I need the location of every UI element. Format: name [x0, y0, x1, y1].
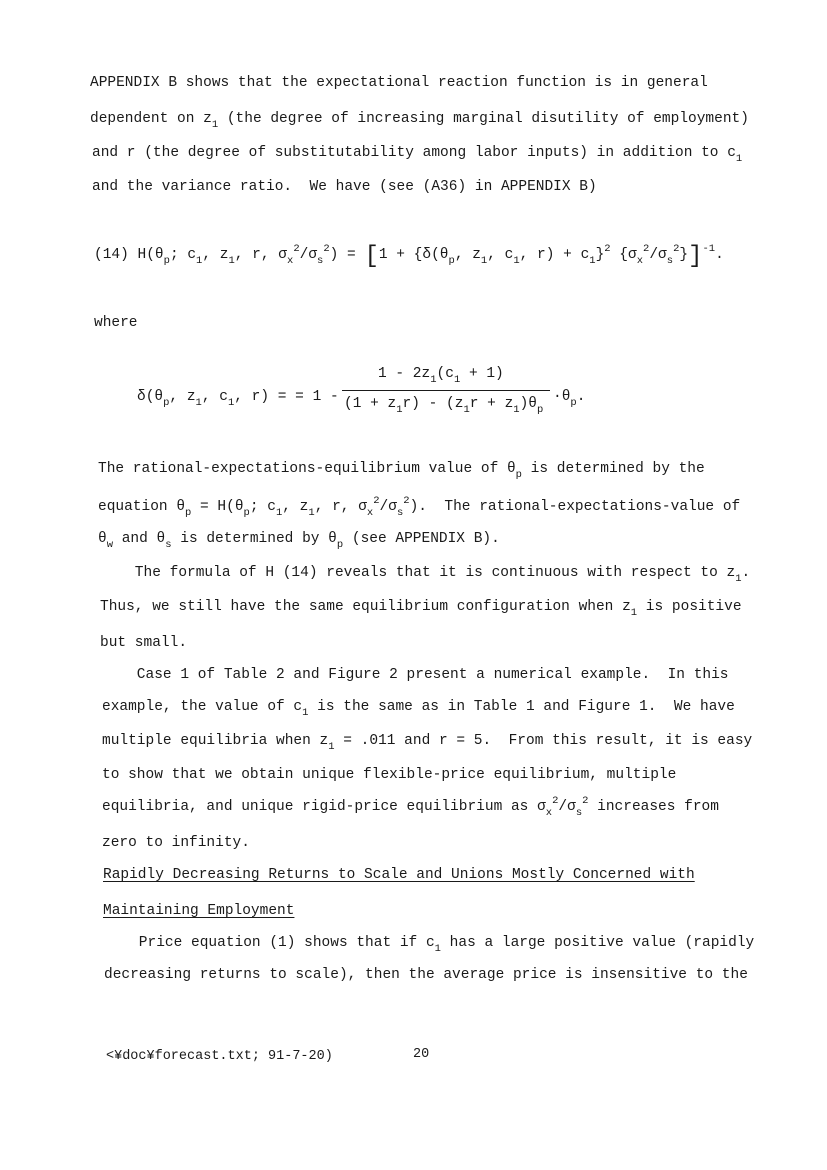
body-line: example, the value of $c_1$ is the same as in Table 1 and Figure 1. We have	[102, 699, 735, 719]
body-line: and the variance ratio. We have (see (A36) in APPENDIX B)	[92, 179, 597, 195]
body-line: Case 1 of Table 2 and Figure 2 present a numerical example. In this	[102, 667, 729, 683]
page-number: 20	[413, 1047, 430, 1062]
section-heading: Maintaining Employment	[103, 903, 295, 919]
body-line: and r (the degree of substitutability among labor inputs) in addition to $c_1$	[92, 145, 743, 165]
body-line: to show that we obtain unique flexible-price equilibrium, multiple	[102, 767, 677, 783]
delta-tail: $\cdot\theta_p$.	[553, 389, 586, 409]
body-line: The formula of H (14) reveals that it is continuous with respect to $z_1$.	[100, 565, 751, 585]
delta-lhs: $\delta(\theta_p$, $z_1$, $c_1$, r) = = 1 -	[137, 389, 339, 409]
body-line: but small.	[100, 635, 188, 651]
body-line: equilibria, and unique rigid-price equilibrium as $\sigma_x^2/\sigma_s^2$ increases from	[102, 795, 719, 819]
body-line: Price equation (1) shows that if $c_1$ has a large positive value (rapidly	[104, 935, 755, 955]
body-line: dependent on $z_1$ (the degree of increasing marginal disutility of employment)	[90, 111, 749, 131]
where-label: where	[94, 315, 138, 331]
fraction-denominator: $(1 + z_1r) - (z_1r + z_1)\theta_p$	[344, 396, 544, 416]
body-line: multiple equilibria when $z_1 = .011$ and r = 5. From this result, it is easy	[102, 733, 753, 753]
footer-file-reference: <¥doc¥forecast.txt; 91-7-20)	[106, 1049, 333, 1064]
section-heading: Rapidly Decreasing Returns to Scale and Unions Mostly Concerned with	[103, 867, 695, 883]
body-line: equation $\theta_p = H(\theta_p$; $c_1$, $z_1$, r, $\sigma_x^2/\sigma_s^2$). The rational-expectations-value of	[98, 495, 741, 519]
body-line: Thus, we still have the same equilibrium configuration when $z_1$ is positive	[100, 599, 742, 619]
fraction-numerator: $1 - 2z_1(c_1 + 1)$	[378, 366, 504, 386]
body-line: APPENDIX B shows that the expectational reaction function is in general	[90, 75, 708, 91]
equation-14: (14) $H(\theta_p$; $c_1$, $z_1$, r, $\sigma_x^2/\sigma_s^2) = [1 + \{\delta(\theta_p$, $z_1$, $c_1$, $r) + c_1\}^2$ $\{\sigma_x^2/\sigma_s^2\}]^{-1}$.	[94, 243, 724, 270]
body-line: The rational-expectations-equilibrium value of $\theta_p$ is determined by the	[98, 461, 705, 481]
fraction-bar	[342, 390, 550, 391]
body-line: decreasing returns to scale), then the average price is insensitive to the	[104, 967, 748, 983]
body-line: $\theta_w$ and $\theta_s$ is determined by $\theta_p$ (see APPENDIX B).	[98, 531, 500, 551]
body-line: zero to infinity.	[102, 835, 250, 851]
